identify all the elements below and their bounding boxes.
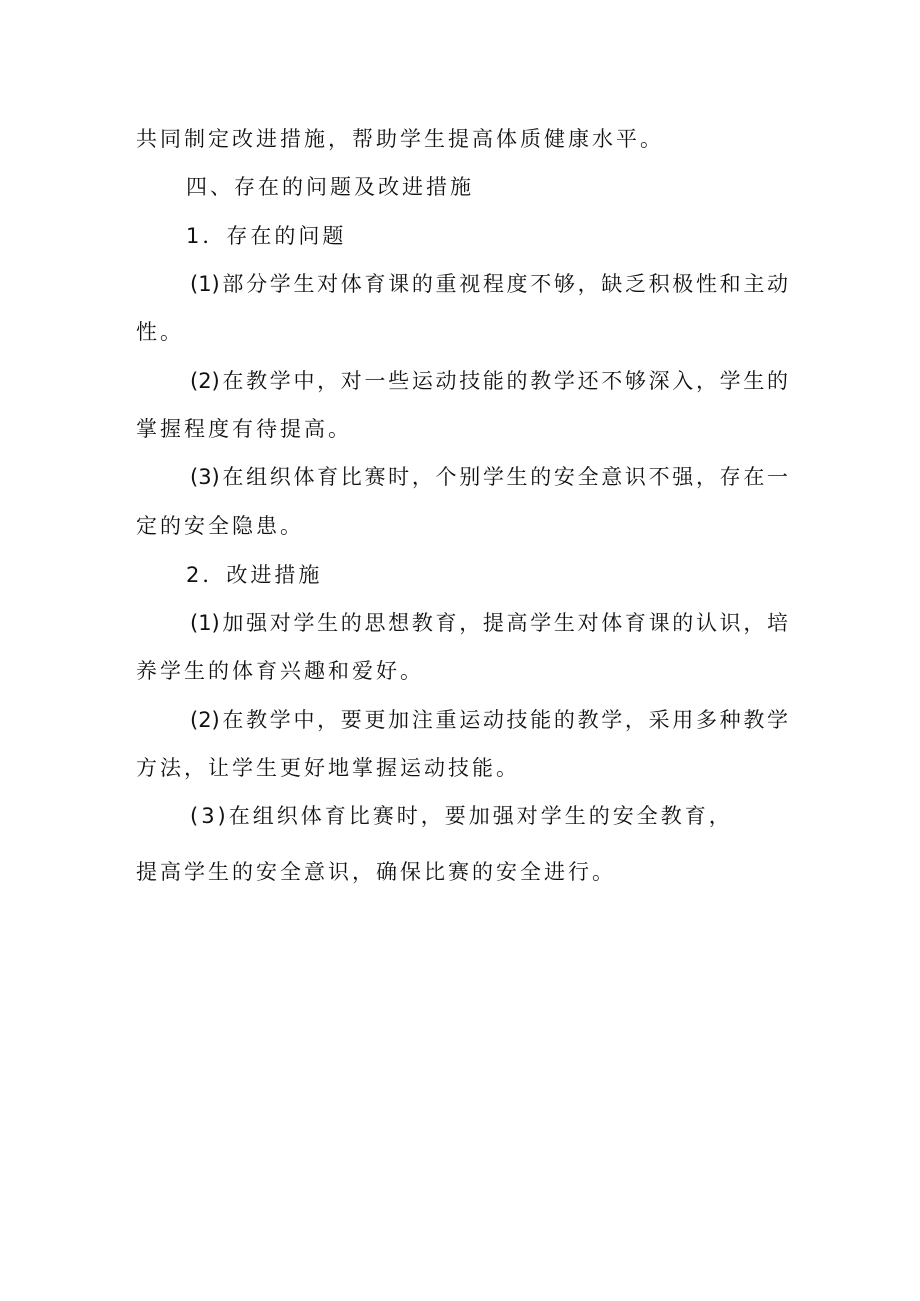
measure-item-1: (1)加强对学生的思想教育，提高学生对体育课的认识，培 (190, 611, 788, 635)
problem-item-3-continuation: 定的安全隐患。 (136, 514, 304, 538)
subsection-heading-problems: 1．存在的问题 (186, 224, 347, 248)
section-heading: 四、存在的问题及改进措施 (186, 175, 474, 199)
measure-item-1-continuation: 养学生的体育兴趣和爱好。 (136, 659, 424, 683)
problem-item-1-continuation: 性。 (136, 320, 184, 344)
measure-item-3: (3)在组织体育比赛时，要加强对学生的安全教育， (190, 804, 733, 828)
problem-item-2-continuation: 掌握程度有待提高。 (136, 417, 352, 441)
problem-item-2: (2)在教学中，对一些运动技能的教学还不够深入，学生的 (190, 369, 788, 393)
measure-item-2: (2)在教学中，要更加注重运动技能的教学，采用多种教学 (190, 708, 788, 732)
measure-item-2-continuation: 方法，让学生更好地掌握运动技能。 (136, 756, 520, 780)
subsection-heading-measures: 2．改进措施 (186, 563, 323, 587)
paragraph-continuation: 共同制定改进措施，帮助学生提高体质健康水平。 (136, 127, 664, 151)
problem-item-1: (1)部分学生对体育课的重视程度不够，缺乏积极性和主动 (190, 272, 788, 296)
measure-item-3-continuation: 提高学生的安全意识，确保比赛的安全进行。 (136, 860, 616, 884)
problem-item-3: (3)在组织体育比赛时，个别学生的安全意识不强，存在一 (190, 465, 788, 489)
